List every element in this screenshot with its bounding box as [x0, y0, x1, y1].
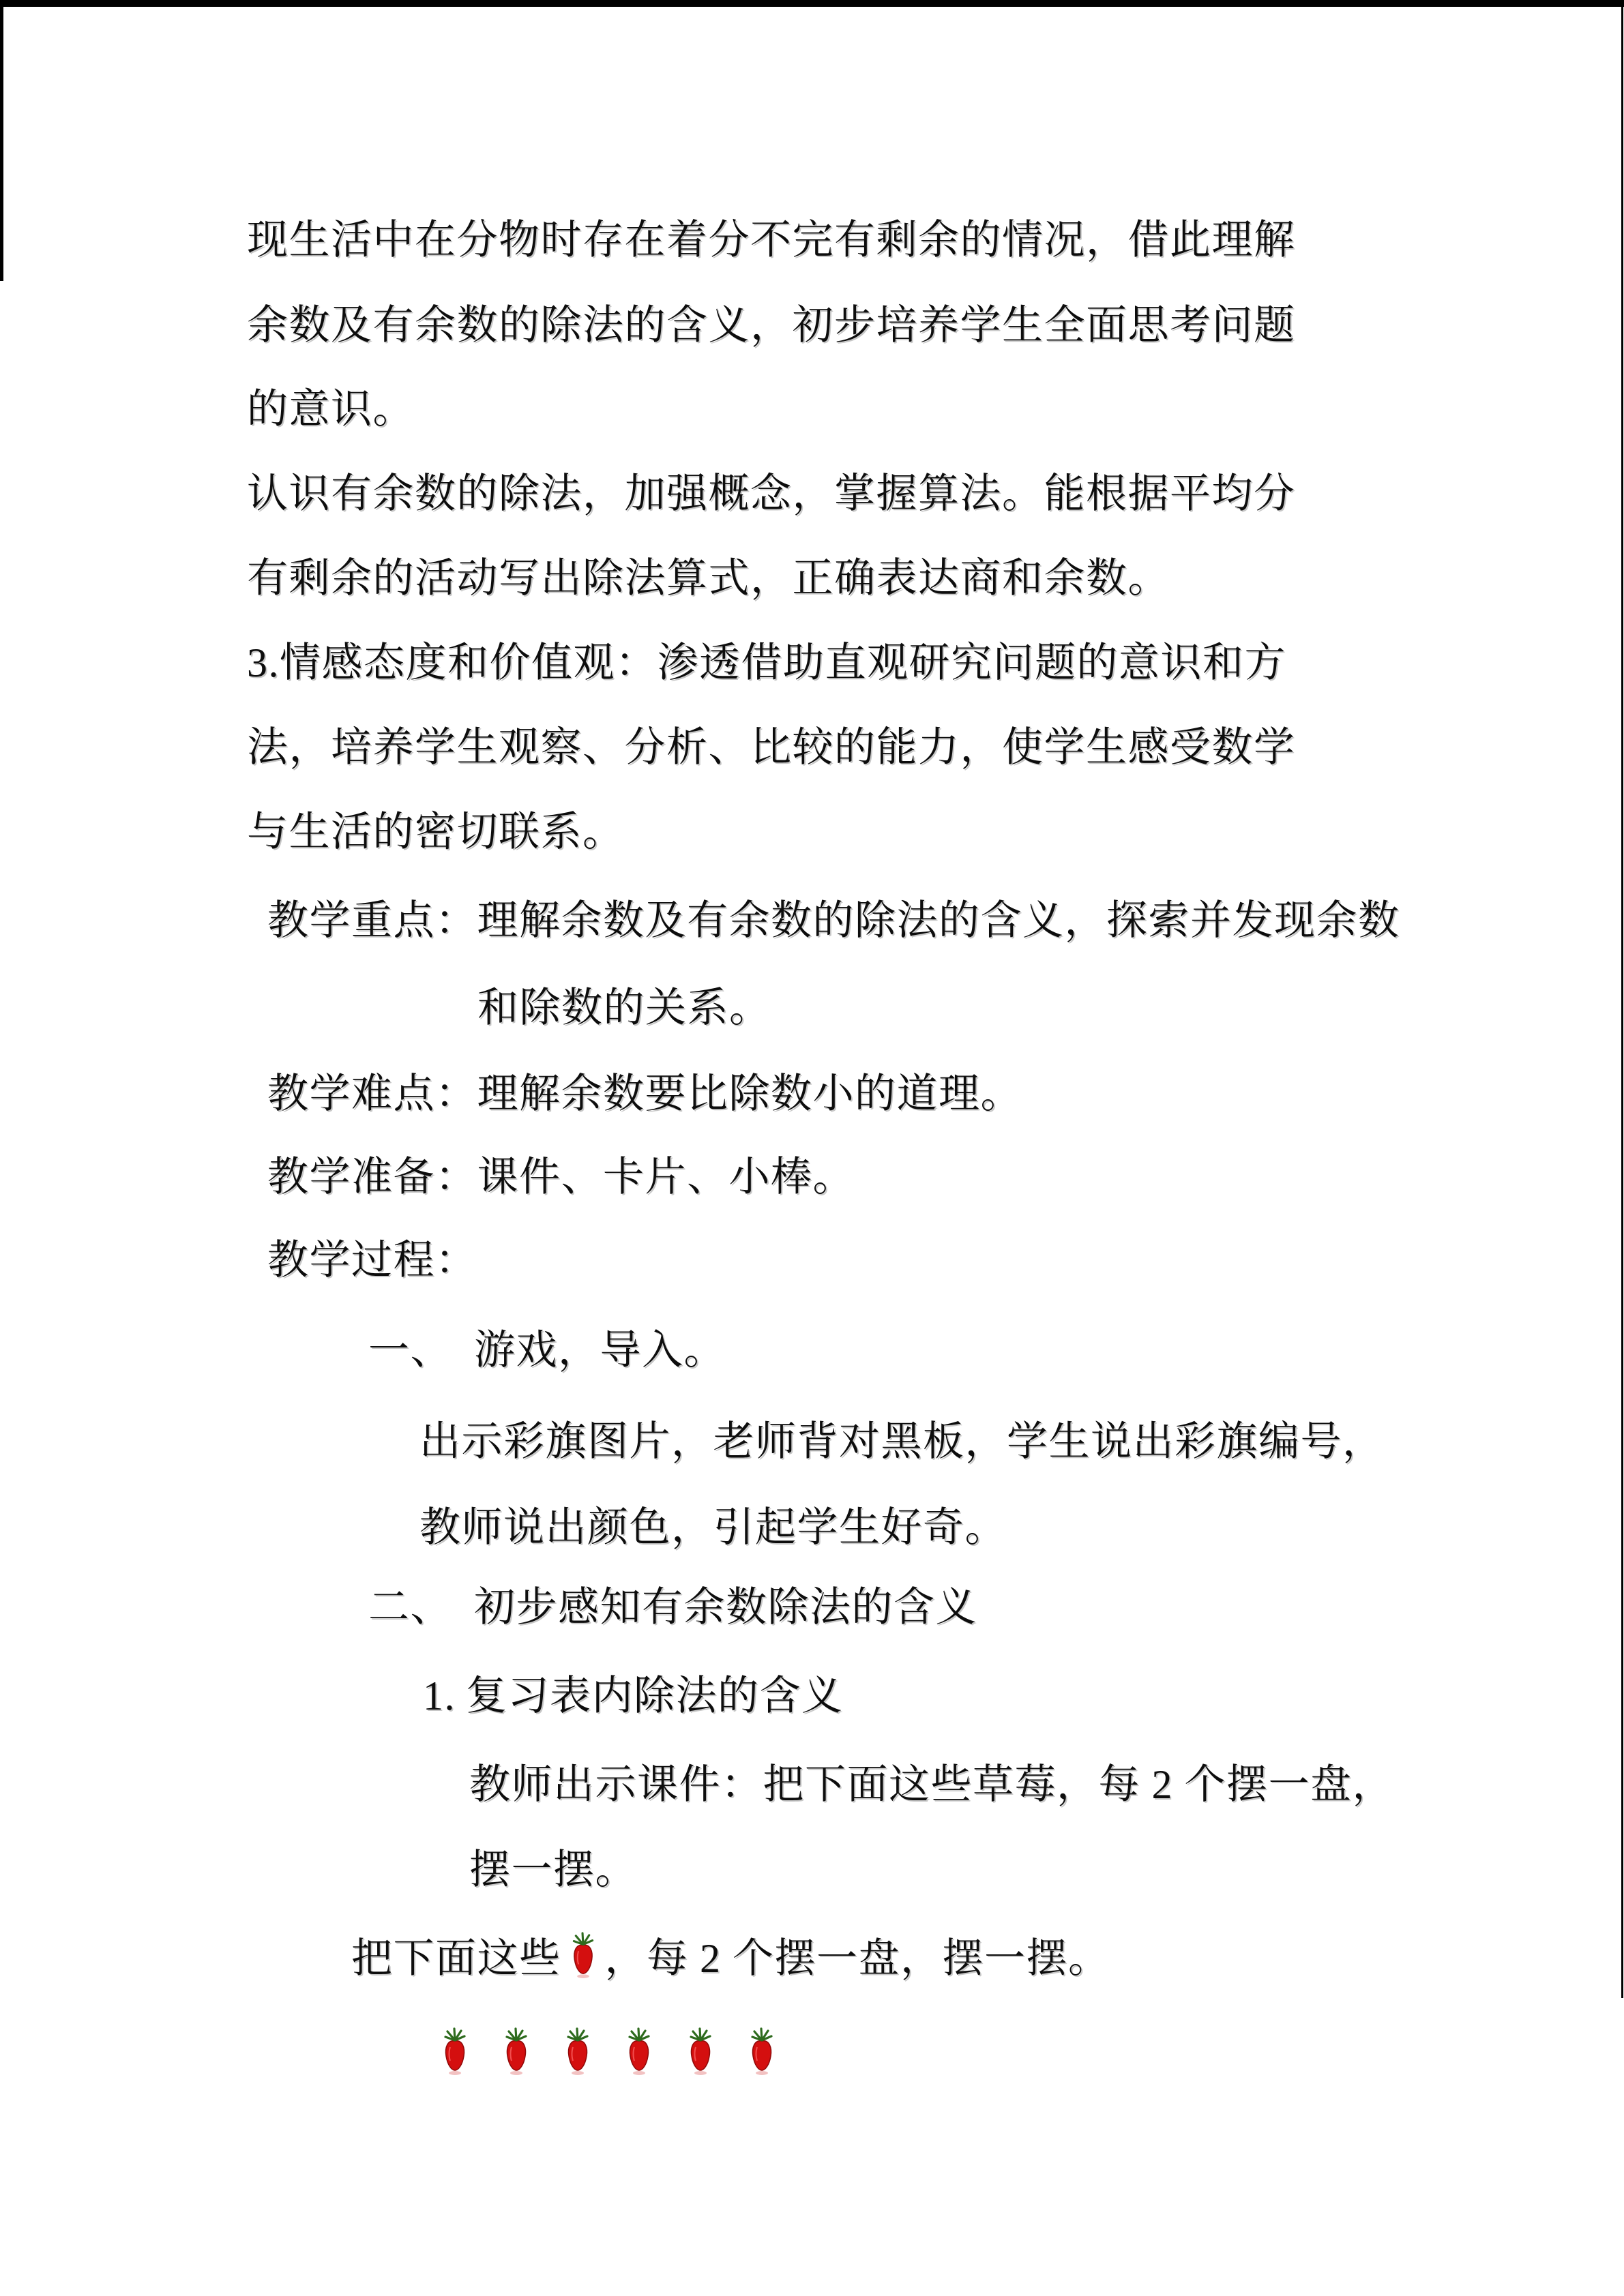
paragraph-line: 认识有余数的除法，加强概念，掌握算法。能根据平均分 — [247, 471, 1296, 516]
teaching-process-heading: 教学过程： — [267, 1238, 477, 1283]
teaching-key-points-continuation: 和除数的关系。 — [477, 985, 771, 1030]
strawberry-icon — [685, 2027, 747, 2081]
paragraph-line: 教师说出颜色，引起学生好奇。 — [419, 1505, 1007, 1550]
teaching-key-points-line: 教学重点：理解余数及有余数的除法的含义，探索并发现余数 — [267, 898, 1400, 943]
paragraph-line: 3.情感态度和价值观：渗透借助直观研究问题的意识和方 — [247, 640, 1286, 685]
strawberry-icon — [440, 2027, 501, 2081]
section-heading-text: 游戏，导入。 — [474, 1328, 726, 1373]
strawberry-task-line — [351, 1931, 1110, 1981]
list-marker: 一、 — [368, 1328, 452, 1373]
scan-border-left — [0, 0, 3, 281]
strawberry-icon — [501, 2027, 563, 2081]
paragraph-line: 有剩余的活动写出除法算式，正确表达商和余数。 — [247, 556, 1170, 601]
paragraph-line: 法，培养学生观察、分析、比较的能力，使学生感受数学 — [247, 725, 1296, 770]
section-one-heading — [368, 1328, 726, 1373]
strawberry-icon — [747, 2027, 808, 2081]
paragraph-line: 摆一摆。 — [469, 1847, 637, 1892]
strawberry-icon — [624, 2027, 685, 2081]
section-heading-text: 初步感知有余数除法的含义 — [474, 1585, 977, 1630]
section-two-heading — [368, 1585, 977, 1630]
scan-border-right — [1621, 0, 1623, 1998]
teaching-difficulty-line: 教学难点：理解余数要比除数小的道理。 — [267, 1071, 1022, 1116]
subsection-heading-text: 复习表内除法的含义 — [466, 1673, 844, 1718]
paragraph-line: 出示彩旗图片，老师背对黑板，学生说出彩旗编号， — [419, 1419, 1385, 1464]
strawberry-icon — [568, 1931, 598, 1979]
strawberry-row — [440, 2027, 849, 2081]
teaching-preparation-line: 教学准备：课件、卡片、小棒。 — [267, 1154, 855, 1199]
list-marker: 1. — [423, 1673, 456, 1718]
paragraph-line: 余数及有余数的除法的含义，初步培养学生全面思考问题 — [247, 303, 1296, 348]
scan-border-top — [0, 0, 1624, 7]
task-text-prefix: 把下面这些 — [351, 1936, 561, 1981]
paragraph-line: 与生活的密切联系。 — [247, 809, 625, 854]
paragraph-line: 的意识。 — [247, 387, 415, 432]
list-marker: 二、 — [368, 1585, 452, 1630]
strawberry-icon — [563, 2027, 624, 2081]
paragraph-line: 教师出示课件：把下面这些草莓，每 2 个摆一盘， — [469, 1762, 1394, 1807]
task-text-suffix: ，每 2 个摆一盘，摆一摆。 — [604, 1936, 1110, 1981]
subsection-heading — [423, 1674, 844, 1718]
paragraph-line: 现生活中在分物时存在着分不完有剩余的情况，借此理解 — [247, 218, 1296, 263]
